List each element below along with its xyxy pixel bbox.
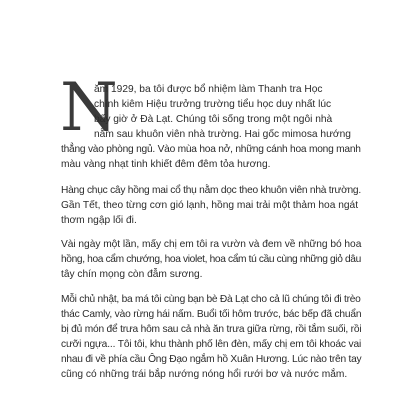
paragraph-line: nằm sau khuôn viên nhà trường. Hai gốc mimosa hướng	[94, 129, 351, 141]
paragraph-line: cũng có những trái bắp nướng nóng hổi rưới bơ và nước mắm.	[61, 369, 348, 381]
paragraph-1	[61, 82, 361, 173]
paragraph-line: hồng, hoa cẩm chướng, hoa violet, hoa cẩm tú cầu cùng những giỏ dâu	[61, 254, 361, 266]
paragraph-line: thác Camly, vào rừng hái nấm. Buổi tối hôm trước, bác bếp đã chuẩn	[61, 309, 362, 321]
paragraph-line: thẳng vào phòng ngủ. Vào mùa hoa nở, những cánh hoa mong manh	[61, 144, 361, 156]
paragraph-line: tây chín mọng còn đẫm sương.	[61, 269, 203, 281]
paragraph-line: thơm ngập lối đi.	[61, 215, 137, 227]
paragraph-4	[61, 292, 361, 383]
paragraph-line: bấy giờ ở Đà Lạt. Chúng tôi sống trong một ngôi nhà	[94, 114, 333, 126]
paragraph-line: chính kiêm Hiệu trưởng trường tiểu học duy nhất lúc	[94, 99, 332, 111]
paragraph-line: Vài ngày một lần, mấy chị em tôi ra vườn và đem về những bó hoa	[61, 239, 362, 250]
paragraph-line: cưỡi ngựa... Tôi tôi, khu thành phố lên đèn, mấy chị em tôi khoác vai	[61, 339, 362, 351]
drop-cap: N	[60, 69, 118, 146]
paragraph-line: màu vàng nhạt tinh khiết đêm đêm tỏa hương.	[61, 159, 271, 171]
paragraph-line: Hàng chục cây hồng mai cổ thụ nằm dọc theo khuôn viên nhà trường.	[61, 185, 361, 196]
paragraph-3	[61, 237, 361, 282]
paragraph-line: ăm 1929, ba tôi được bổ nhiệm làm Thanh tra Học	[94, 84, 323, 95]
paragraph-line: Gần Tết, theo từng cơn gió lạnh, hồng mai trải một thảm hoa ngát	[61, 200, 359, 212]
paragraph-line: bị đủ món để trưa hôm sau cả nhà ăn trưa giữa rừng, rồi tắm suối, rồi	[61, 324, 362, 336]
paragraph-2	[61, 183, 361, 228]
paragraph-line: Mỗi chủ nhật, ba má tôi cùng bạn bè Đà Lạt cho cả lũ chúng tôi đi trèo	[61, 294, 361, 305]
paragraph-line: nhau đi về phía cầu Ông Đạo ngắm hồ Xuân Hương. Lúc nào trên tay	[61, 354, 362, 366]
